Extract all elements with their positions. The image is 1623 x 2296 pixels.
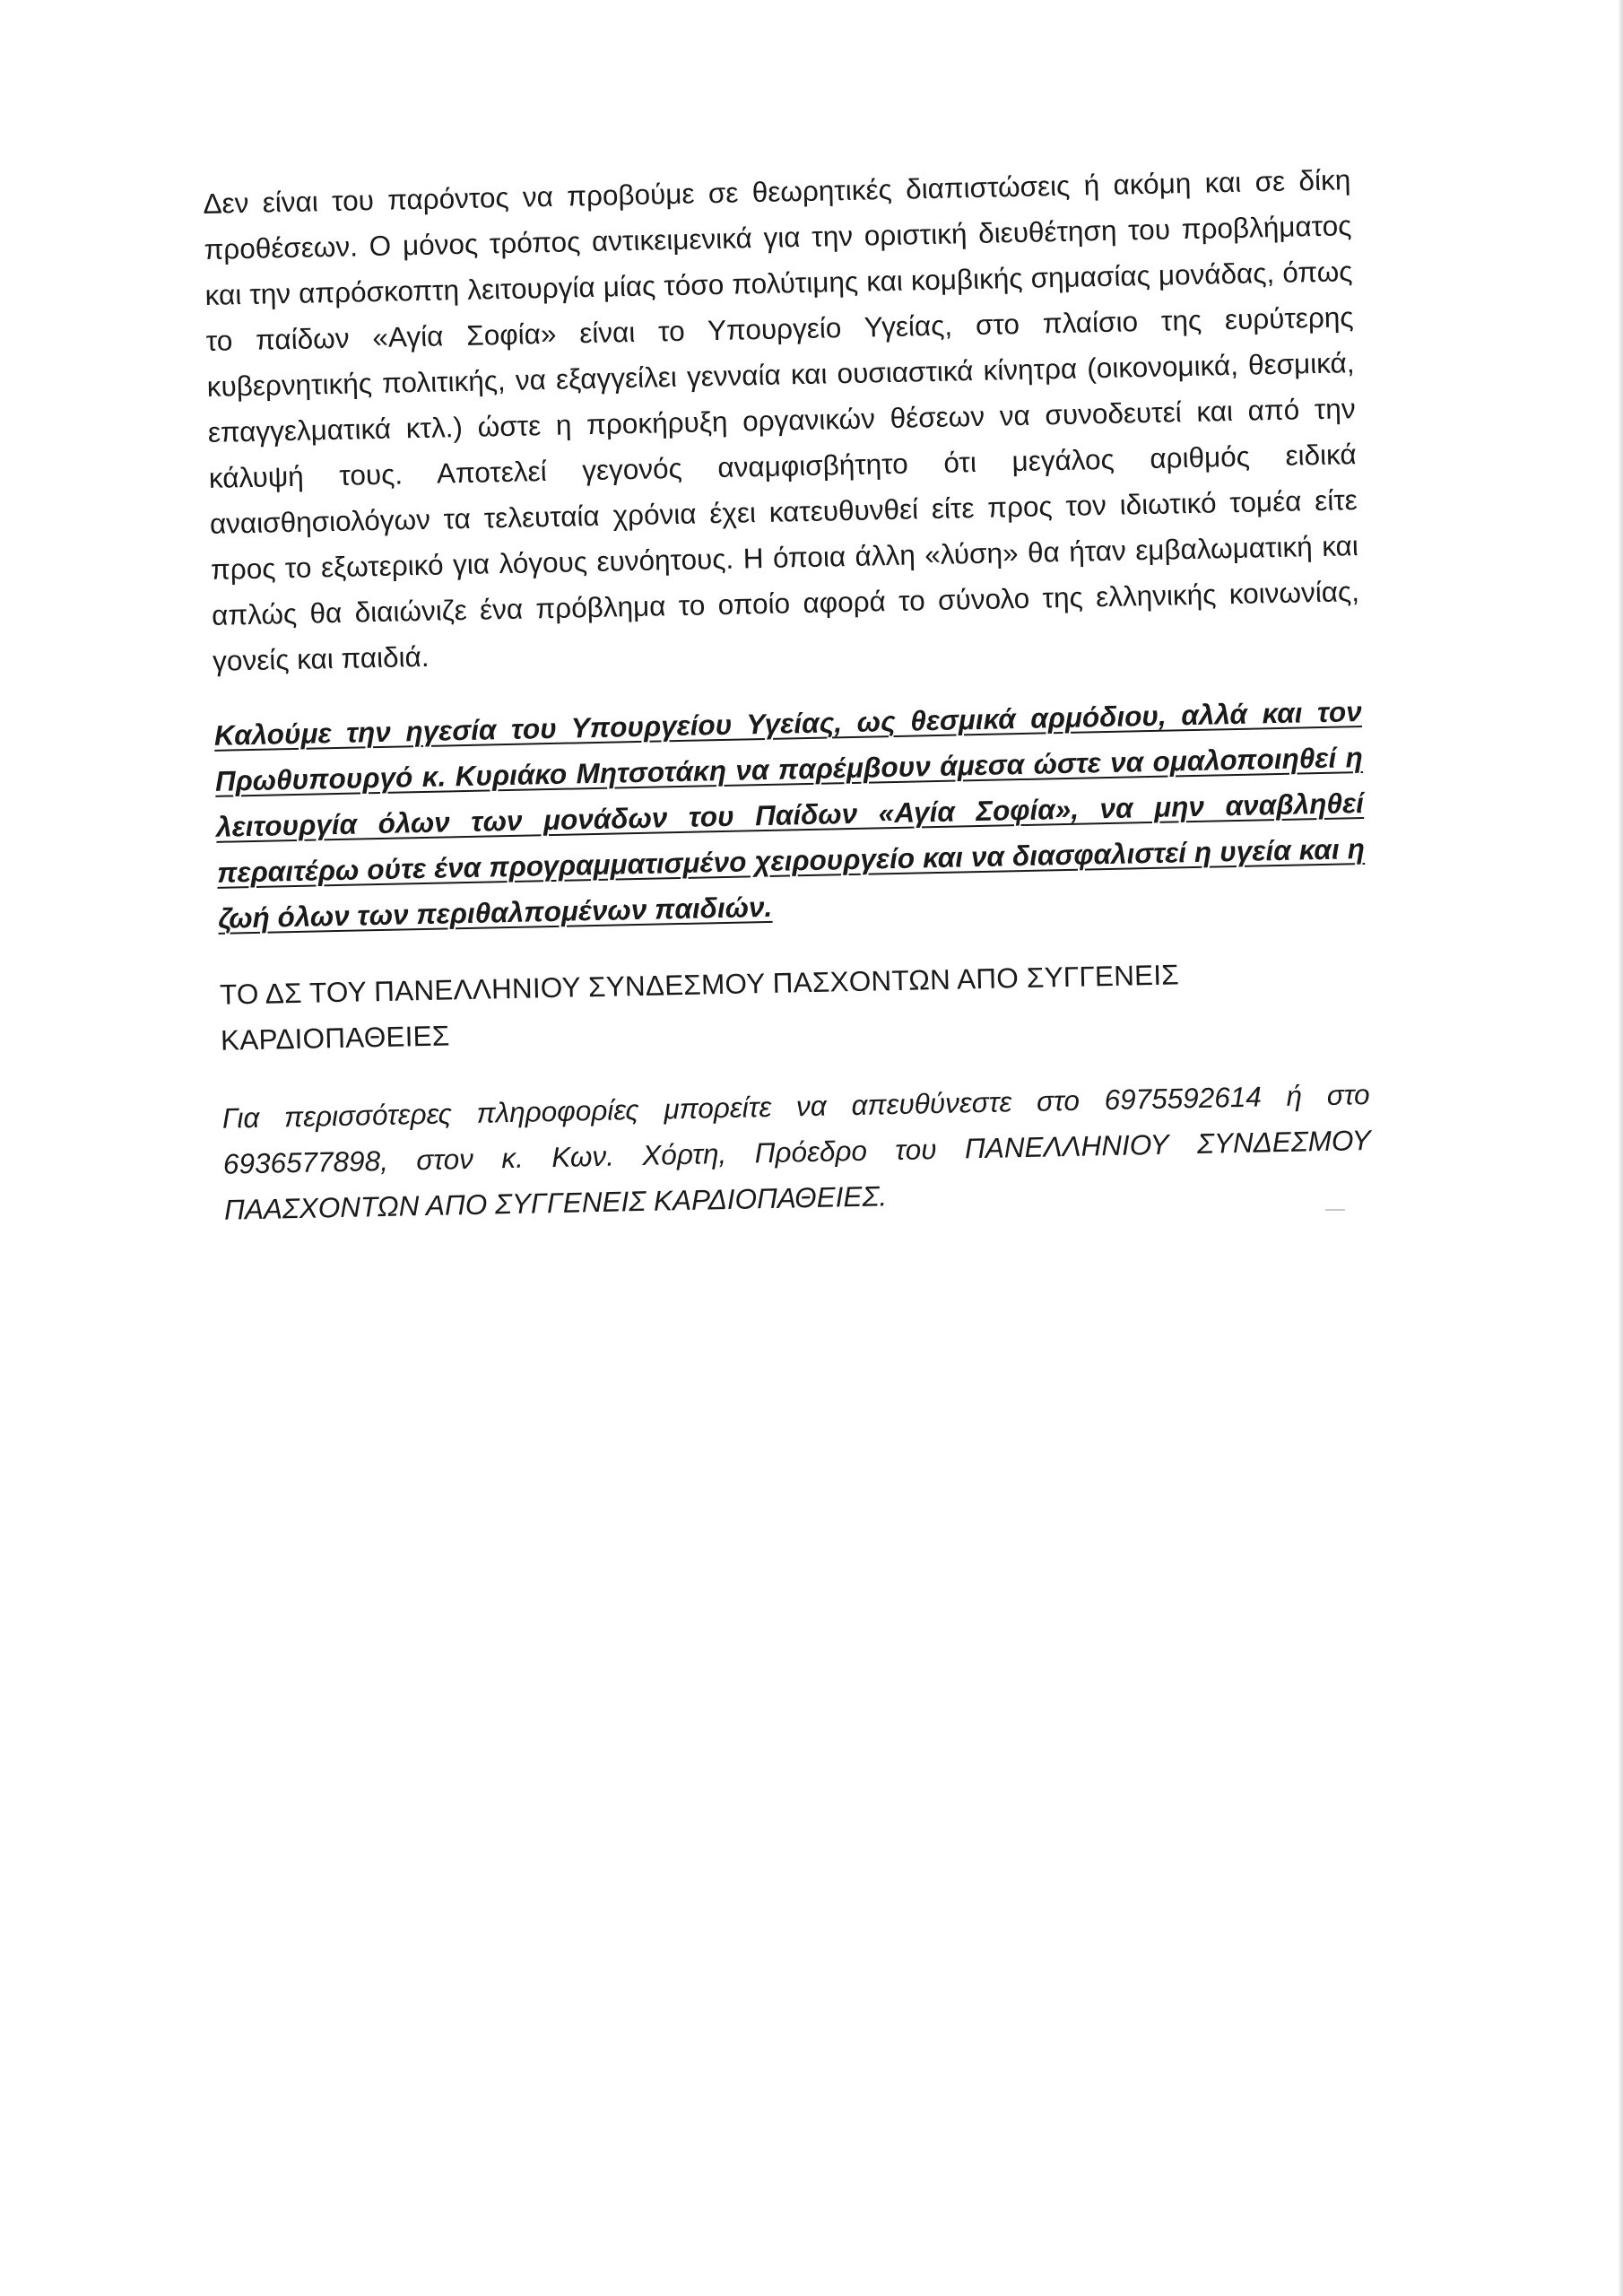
contact-paragraph: Για περισσότερες πληροφορίες μπορείτε να απευθύνεστε στο 6975592614 ή στο 6936577898, στον κ. Κων. Χόρτη, Πρόεδρο του ΠΑΝΕΛΛΗΝΙΟΥ ΣΥΝΔΕΣΜΟΥ ΠΑΑΣΧΟΝΤΩΝ ΑΠΟ ΣΥΓΓΕΝΕΙΣ ΚΑΡΔΙΟΠΑΘΕΙΕΣ. xyxy=(221,1077,1372,1226)
signature-line: ΤΟ ΔΣ ΤΟΥ ΠΑΝΕΛΛΗΝΙΟΥ ΣΥΝΔΕΣΜΟΥ ΠΑΣΧΟΝΤΩΝ ΑΠΟ ΣΥΓΓΕΝΕΙΣ ΚΑΡΔΙΟΠΑΘΕΙΕΣ xyxy=(219,958,1180,1057)
main-paragraph: Δεν είναι του παρόντος να προβούμε σε θεωρητικές διαπιστώσεις ή ακόμη και σε δίκη προθέσεων. Ο μόνος τρόπος αντικειμενικά για την οριστική διευθέτηση του προβλήματος και την απρόσκοπτη λειτουργία μίας τόσο πολύτιμης και κομβικής σημασίας μονάδας, όπως το παίδων «Αγία Σοφία» είναι το Υπουργείο Υγείας, στο πλαίσιο της ευρύτερης κυβερνητικής πολιτικής, να εξαγγείλει γενναία και ουσιαστικά κίνητρα (οικονομικά, θεσμικά, επαγγελματικά κτλ.) ώστε η προκήρυξη οργανικών θέσεων να συνοδευτεί και από την κάλυψή τους. Αποτελεί γεγονός αναμφισβήτητο ότι μεγάλος αριθμός ειδικά αναισθησιολόγων τα τελευταία χρόνια έχει κατευθυνθεί είτε προς τον ιδιωτικό τομέα είτε προς το εξωτερικό για λόγους ευνόητους. Η όποια άλλη «λύση» θα ήταν εμβαλωματική και απλώς θα διαιώνιζε ένα πρόβλημα το οποίο αφορά το σύνολο της ελληνικής κοινωνίας, γονείς και παιδιά. xyxy=(203,163,1360,677)
appeal-paragraph: Καλούμε την ηγεσία του Υπουργείου Υγείας, ως θεσμικά αρμόδιου, αλλά και τον Πρωθυπουργό κ. Κυριάκο Μητσοτάκη να παρέμβουν άμεσα ώστε να ομαλοποιηθεί η λειτουργία όλων των μονάδων του Παίδων «Αγία Σοφία», να μην αναβληθεί περαιτέρω ούτε ένα προγραμματισμένο χειρουργείο και να διασφαλιστεί η υγεία και η ζωή όλων των περιθαλπομένων παιδιών. xyxy=(213,695,1366,935)
document-body xyxy=(203,157,1372,1233)
page-edge-shadow xyxy=(1618,0,1623,2296)
